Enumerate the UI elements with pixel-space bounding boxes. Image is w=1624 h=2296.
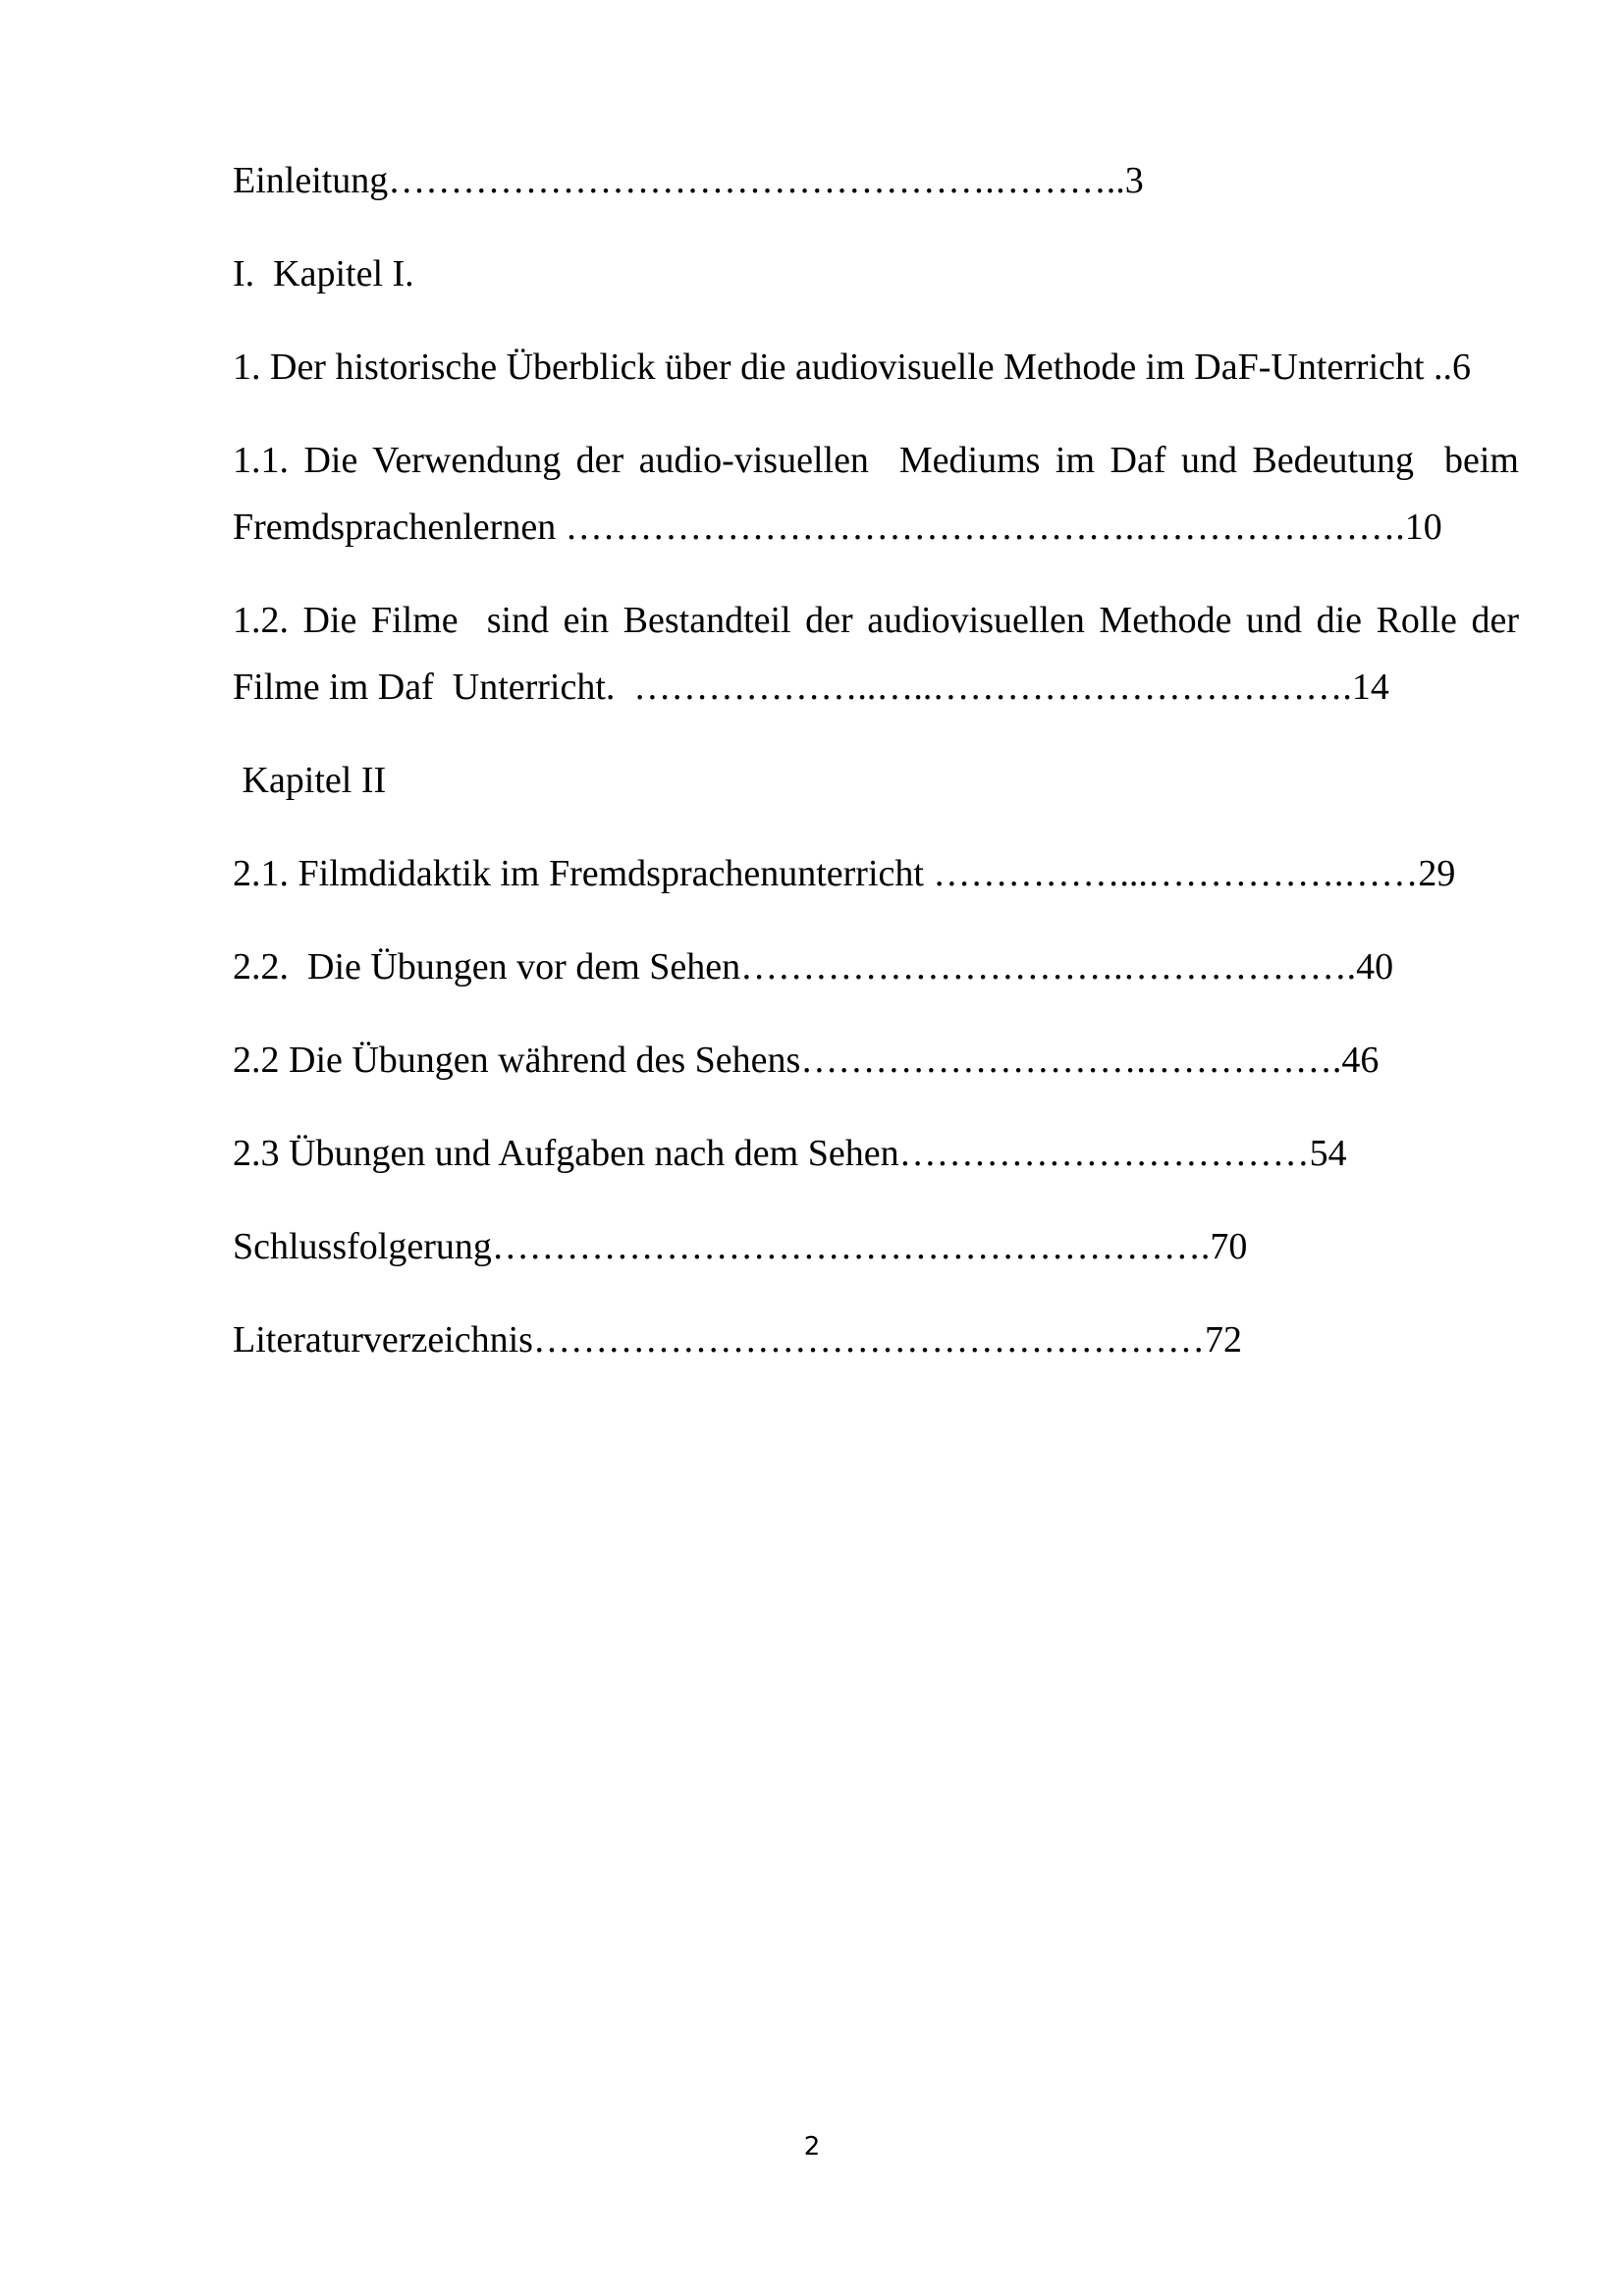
toc-entry-2-3: 2.3 Übungen und Aufgaben nach dem Sehen……………………………54	[233, 1133, 1347, 1174]
toc-entry-2-2-waehrend: 2.2 Die Übungen während des Sehens……………………….…………….46	[233, 1040, 1380, 1081]
toc-entry-1-2: 1.2. Die Filme sind ein Bestandteil der audiovisuellen Methode und die Rolle der Filme im Daf Unterricht. ………………..…..…………………………….14	[233, 600, 1529, 708]
page-number: 2	[803, 2132, 821, 2162]
toc-entry-2-2-vor: 2.2. Die Übungen vor dem Sehen………………………….……………….40	[233, 946, 1394, 988]
toc-entry-kapitel-2: Kapitel II	[233, 760, 387, 801]
toc-entry-1: 1. Der historische Überblick über die audiovisuelle Methode im DaF-Unterricht ..6	[233, 347, 1472, 388]
table-of-contents	[233, 147, 1529, 1400]
toc-entry-2-1: 2.1. Filmdidaktik im Fremdsprachenunterricht ……………...…………….……29	[233, 853, 1456, 894]
toc-entry-1-1: 1.1. Die Verwendung der audio-visuellen Mediums im Daf und Bedeutung beim Fremdsprachenlernen ……………………………………….………………….10	[233, 440, 1529, 548]
toc-entry-literaturverzeichnis: Literaturverzeichnis………………………………………………72	[233, 1319, 1242, 1361]
toc-entry-kapitel-1: I. Kapitel I.	[233, 253, 414, 294]
toc-entry-schlussfolgerung: Schlussfolgerung………………………………………………….70	[233, 1226, 1248, 1267]
toc-entry-einleitung: Einleitung………………………………………….………..3	[233, 160, 1144, 201]
